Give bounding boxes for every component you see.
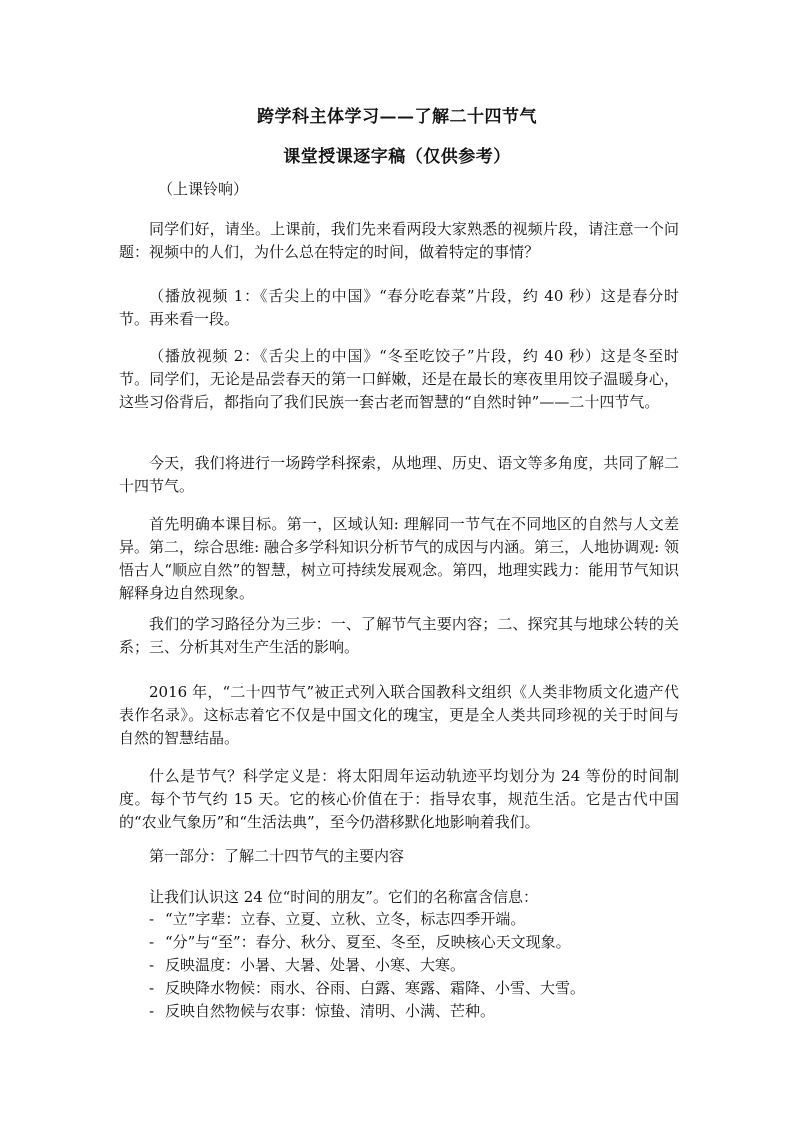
paragraph-today: 今天，我们将进行一场跨学科探索，从地理、历史、语文等多角度，共同了解二十四节气。 (119, 454, 679, 495)
paragraph-definition: 什么是节气？科学定义是：将太阳周年运动轨迹平均划分为 24 等份的时间制度。每个节气约 15 天。它的核心价值在于：指导农事，规范生活。它是古代中国的“农业气象历”和“生活法典”，至今仍潜移默化地影响着我们。 (119, 767, 679, 831)
paragraph-goals: 首先明确本课目标。第一，区域认知: 理解同一节气在不同地区的自然与人文差异。第二，综合思维: 融合多学科知识分析节气的成因与内涵。第三，人地协调观: 领悟古人“顺应自然”的智慧，树立可持续发展观念。第四，地理实践力：能用节气知识解释身边自然现象。 (119, 515, 679, 602)
list-item (149, 908, 585, 931)
list-intro: 让我们认识这 24 位“时间的朋友”。它们的名称富含信息： (149, 888, 538, 906)
list-item-text: 反映温度：小暑、大暑、处暑、小寒、大寒。 (165, 956, 466, 974)
bullet-dash: - (149, 1002, 155, 1020)
list-item-text: 反映降水物候：雨水、谷雨、白露、寒露、霜降、小雪、大雪。 (165, 979, 586, 997)
list-item-text: “分”与“至”：春分、秋分、夏至、冬至，反映核心天文现象。 (165, 933, 571, 951)
list-item-text: 反映自然物候与农事：惊蛰、清明、小满、芒种。 (165, 1002, 496, 1020)
paragraph-path: 我们的学习路径分为三步：一、了解节气主要内容；二、探究其与地球公转的关系；三、分析其对生产生活的影响。 (119, 615, 679, 656)
bullet-dash: - (149, 933, 155, 951)
bullet-dash: - (149, 979, 155, 997)
list-item (149, 931, 585, 954)
list-item (149, 1000, 585, 1023)
page-title: 跨学科主体学习——了解二十四节气 (257, 107, 537, 127)
list-item (149, 954, 585, 977)
term-list (149, 908, 585, 1023)
bullet-dash: - (149, 956, 155, 974)
list-item-text: “立”字辈：立春、立夏、立秋、立冬，标志四季开端。 (165, 910, 526, 928)
paragraph-opening: 同学们好，请坐。上课前，我们先来看两段大家熟悉的视频片段，请注意一个问题：视频中的人们，为什么总在特定的时间，做着特定的事情？ (119, 220, 679, 261)
list-item (149, 977, 585, 1000)
stage-cue: （上课铃响） (158, 180, 249, 198)
paragraph-unesco: 2016 年，“二十四节气”被正式列入联合国教科文组织《人类非物质文化遗产代表作名录》。这标志着它不仅是中国文化的瑰宝，更是全人类共同珍视的关于时间与自然的智慧结晶。 (119, 683, 679, 747)
paragraph-video-1: （播放视频 1：《舌尖上的中国》“春分吃春菜”片段，约 40 秒）这是春分时节。再来看一段。 (119, 287, 679, 328)
page-subtitle: 课堂授课逐字稿（仅供参考） (283, 147, 511, 167)
paragraph-video-2: （播放视频 2：《舌尖上的中国》“冬至吃饺子”片段，约 40 秒）这是冬至时节。同学们，无论是品尝春天的第一口鲜嫩，还是在最长的寒夜里用饺子温暖身心，这些习俗背后，都指向了我们民族一套古老而智慧的“自然时钟”——二十四节气。 (119, 347, 679, 411)
section-heading: 第一部分：了解二十四节气的主要内容 (149, 847, 405, 865)
bullet-dash: - (149, 910, 155, 928)
